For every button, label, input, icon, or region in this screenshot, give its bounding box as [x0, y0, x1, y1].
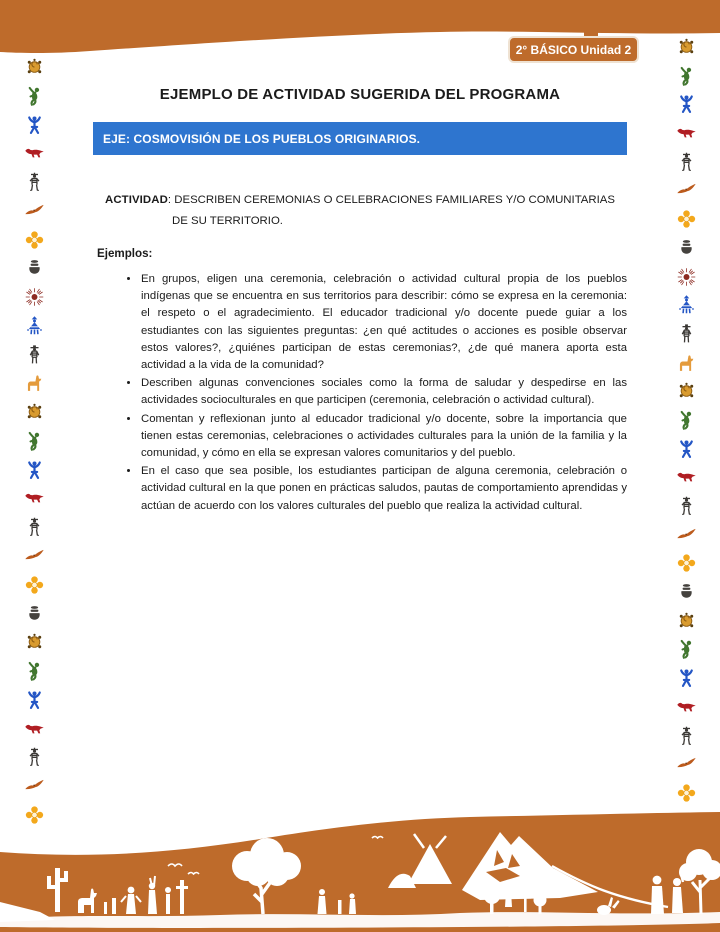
frog-icon [24, 85, 45, 107]
sun-icon [24, 286, 45, 308]
sun-icon [676, 266, 697, 288]
person-icon [24, 171, 45, 193]
list-item: • En el caso que sea posible, los estudiantes participan de alguna ceremonia, celebración o actividad cultural en la que ponen en prácticas saludos, pautas de comportamiento aprendidas y actúan de acuerdo con los valores culturales del pueblo que realiza la actividad cultural. [140, 463, 627, 515]
condor-icon [676, 179, 697, 201]
turtle-icon [24, 631, 45, 653]
flower-icon [676, 782, 697, 804]
llama-icon [676, 352, 697, 374]
page-title: EJEMPLO DE ACTIVIDAD SUGERIDA DEL PROGRAMA [159, 86, 561, 103]
left-pictograph-column [15, 56, 53, 826]
chief-icon [24, 315, 45, 337]
standing-icon [24, 344, 45, 366]
examples-list [93, 271, 627, 516]
fox-icon [676, 696, 697, 718]
condor-icon [676, 753, 697, 775]
condor-icon [24, 200, 45, 222]
fox-icon [24, 142, 45, 164]
pot-icon [676, 581, 697, 603]
eje-banner: EJE: COSMOVISIÓN DE LOS PUEBLOS ORIGINARIOS. [93, 122, 627, 155]
standing-icon [676, 323, 697, 345]
activity-text: : DESCRIBEN CEREMONIAS O CELEBRACIONES FAMILIARES Y/O COMUNITARIAS DE SU TERRITORIO. [167, 194, 615, 227]
flower-icon [24, 229, 45, 251]
dancer-icon [676, 93, 697, 115]
llama-icon [24, 372, 45, 394]
grade-unit-badge: 2° BÁSICO Unidad 2 [508, 36, 639, 63]
list-item: • En grupos, eligen una ceremonia, celebración o actividad cultural propia de los pueblos indígenas que se encuentra en sus territorios para describir: cómo se expresa en la ceremonia: el respeto o el agradecimiento. El educador tradicional y/o docente puede guiar a los estudiantes con las siguientes preguntas: ¿en qué actitudes o acciones es posible observar estos valores?, ¿quiénes participan de estas ceremonias?, ¿de qué manera aporta esta actividad a la vida de la comunidad? [140, 271, 627, 374]
frog-icon [676, 65, 697, 87]
turtle-icon [676, 36, 697, 58]
person-icon [24, 516, 45, 538]
fox-icon [24, 487, 45, 509]
activity-label: ACTIVIDAD [105, 194, 168, 206]
examples-label: Ejemplos: [97, 247, 153, 260]
fox-icon [676, 122, 697, 144]
dancer-icon [676, 438, 697, 460]
turtle-icon [24, 56, 45, 78]
person-icon [676, 495, 697, 517]
condor-icon [676, 524, 697, 546]
frog-icon [676, 409, 697, 431]
dancer-icon [24, 459, 45, 481]
right-pictograph-column [667, 36, 705, 804]
fox-icon [24, 718, 45, 740]
turtle-icon [24, 401, 45, 423]
person-icon [24, 746, 45, 768]
pot-icon [24, 603, 45, 625]
chief-icon [676, 294, 697, 316]
dancer-icon [676, 667, 697, 689]
flower-icon [24, 574, 45, 596]
condor-icon [24, 545, 45, 567]
frog-icon [676, 638, 697, 660]
pot-icon [24, 257, 45, 279]
frog-icon [24, 660, 45, 682]
fox-icon [676, 466, 697, 488]
condor-icon [24, 775, 45, 797]
turtle-icon [676, 610, 697, 632]
person-icon [676, 151, 697, 173]
frog-icon [24, 430, 45, 452]
flower-icon [676, 552, 697, 574]
footer-landscape [0, 810, 720, 932]
activity-line [93, 190, 627, 232]
person-icon [676, 725, 697, 747]
turtle-icon [676, 380, 697, 402]
list-item: • Comentan y reflexionan junto al educador tradicional y/o docente, sobre la importancia que tienen estas ceremonias, celebraciones o actividades culturales para la unión de la familia y la comunidad, y cómo en ella se expresan valores comunitarios y del pueblo. [140, 411, 627, 463]
dancer-icon [24, 689, 45, 711]
pot-icon [676, 237, 697, 259]
flower-icon [676, 208, 697, 230]
list-item: • Describen algunas convenciones sociales como la forma de saludar y despedirse en las actividades socioculturales en que participen (ceremonia, celebración o actividad cultural). [140, 375, 627, 409]
dancer-icon [24, 114, 45, 136]
